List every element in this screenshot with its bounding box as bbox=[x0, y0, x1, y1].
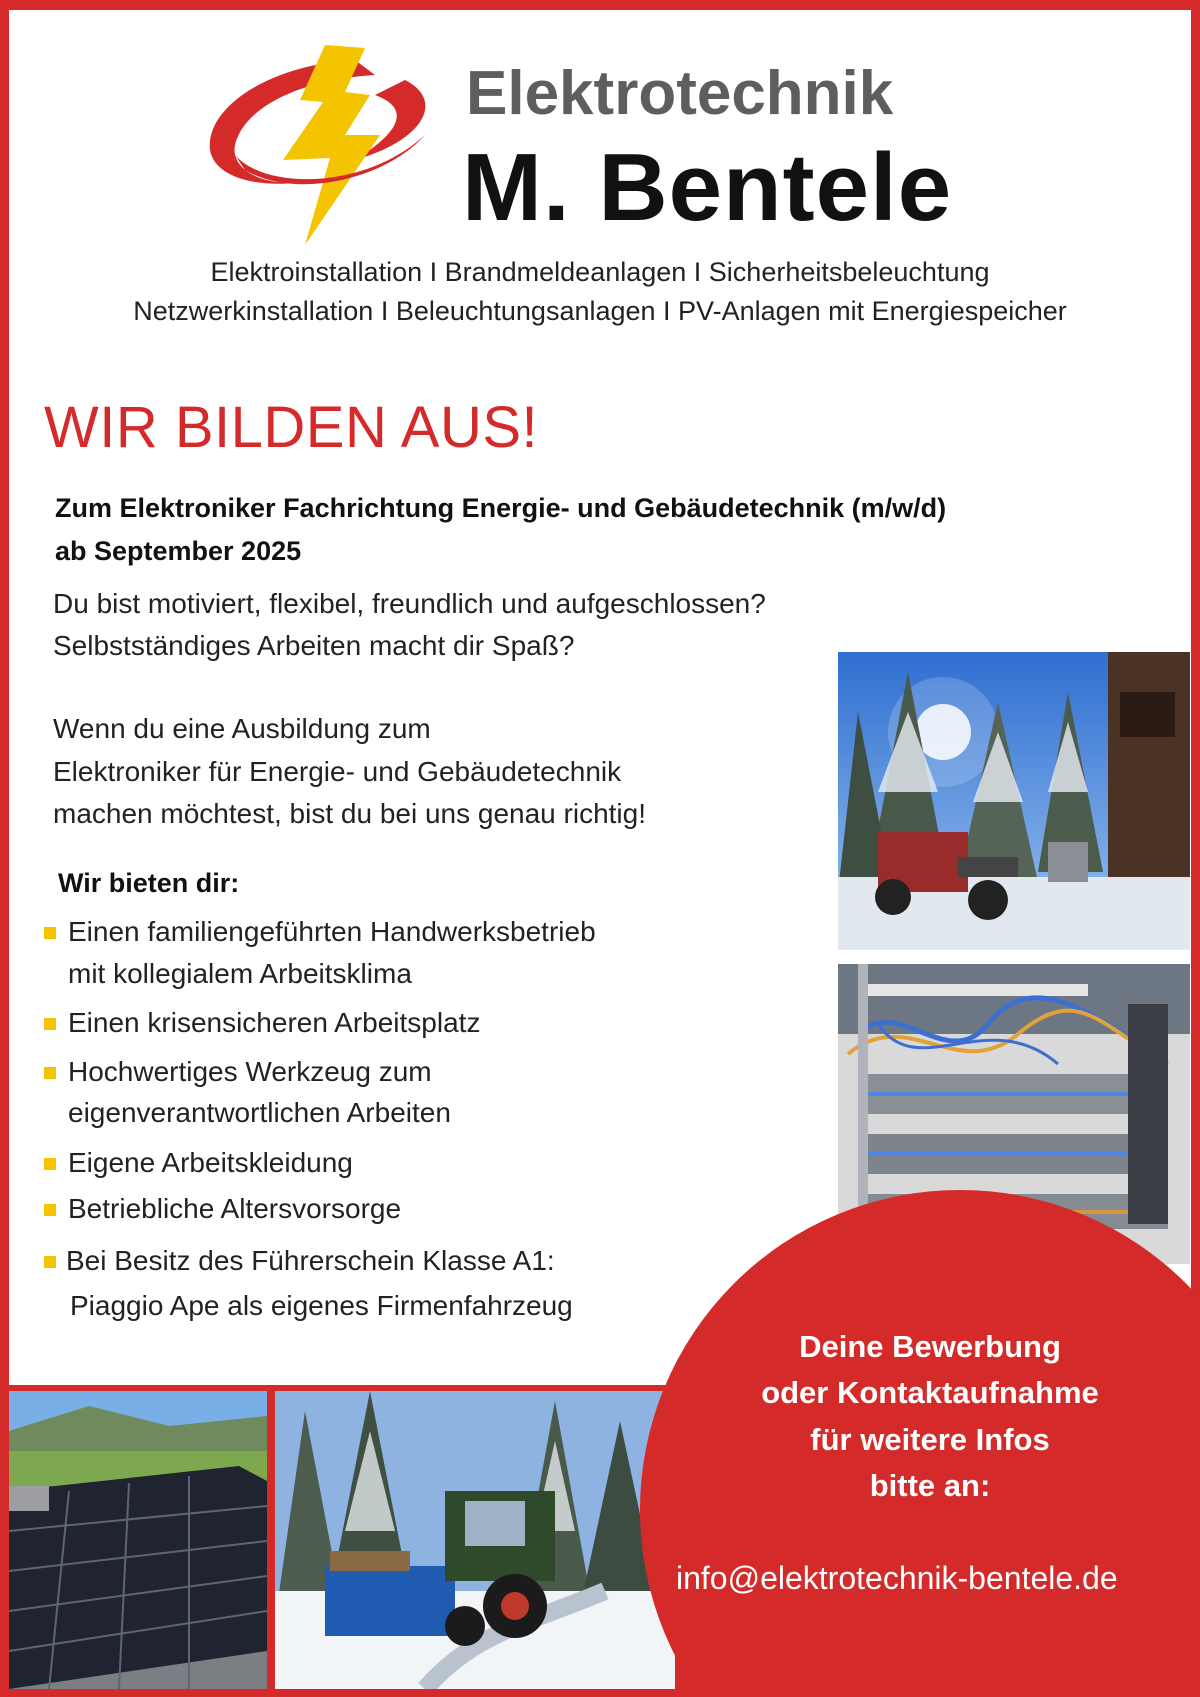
offer-item: Einen krisensicheren Arbeitsplatz bbox=[68, 1007, 481, 1038]
offer-item-cont: eigenverantwortlichen Arbeiten bbox=[68, 1097, 451, 1128]
position-title-line2: ab September 2025 bbox=[55, 536, 302, 566]
offer-item: Hochwertiges Werkzeug zum bbox=[68, 1056, 432, 1087]
position-title-line1: Zum Elektroniker Fachrichtung Energie- und Gebäudetechnik (m/w/d) bbox=[55, 493, 947, 523]
services-line-1: Elektroinstallation I Brandmeldeanlagen I Sicherheitsbeleuchtung bbox=[210, 257, 990, 287]
lightning-swirl-logo-icon bbox=[205, 40, 445, 250]
contact-line: für weitere Infos bbox=[810, 1422, 1050, 1457]
offer-item: Einen familiengeführten Handwerksbetrieb bbox=[68, 916, 596, 947]
intro-line: Selbstständiges Arbeiten macht dir Spaß? bbox=[53, 630, 575, 661]
intro-line: Du bist motiviert, flexibel, freundlich und aufgeschlossen? bbox=[53, 588, 766, 619]
bullet-square-icon bbox=[44, 1256, 56, 1268]
photo-solar-roof bbox=[9, 1391, 267, 1689]
offer-item-cont: Piaggio Ape als eigenes Firmenfahrzeug bbox=[70, 1290, 573, 1321]
contact-line: oder Kontaktaufnahme bbox=[761, 1375, 1099, 1410]
headline: WIR BILDEN AUS! bbox=[44, 395, 539, 460]
contact-line: Deine Bewerbung bbox=[799, 1329, 1061, 1364]
offer-item: Betriebliche Altersvorsorge bbox=[68, 1193, 402, 1224]
offer-item: Bei Besitz des Führerschein Klasse A1: bbox=[66, 1245, 555, 1276]
intro-line: machen möchtest, bist du bei uns genau richtig! bbox=[53, 798, 647, 829]
bullet-square-icon bbox=[44, 1158, 56, 1170]
photo-snowy-forest-telehandler bbox=[838, 652, 1190, 950]
contact-line: bitte an: bbox=[869, 1468, 991, 1503]
contact-email-link[interactable]: info@elektrotechnik-bentele.de bbox=[676, 1560, 1118, 1596]
services-line-2: Netzwerkinstallation I Beleuchtungsanlagen I PV-Anlagen mit Energiespeicher bbox=[133, 296, 1067, 326]
photo-tractor-snow bbox=[275, 1391, 675, 1689]
bullet-square-icon bbox=[44, 927, 56, 939]
logo-title-line2: M. Bentele bbox=[462, 134, 953, 241]
offer-item-cont: mit kollegialem Arbeitsklima bbox=[68, 958, 412, 989]
intro-line: Wenn du eine Ausbildung zum bbox=[53, 713, 431, 744]
bullet-square-icon bbox=[44, 1018, 56, 1030]
bullet-square-icon bbox=[44, 1204, 56, 1216]
bullet-square-icon bbox=[44, 1067, 56, 1079]
offer-item: Eigene Arbeitskleidung bbox=[68, 1147, 353, 1178]
intro-line: Elektroniker für Energie- und Gebäudetechnik bbox=[53, 756, 622, 787]
logo-title-line1: Elektrotechnik bbox=[466, 59, 894, 128]
offer-title: Wir bieten dir: bbox=[58, 868, 240, 898]
